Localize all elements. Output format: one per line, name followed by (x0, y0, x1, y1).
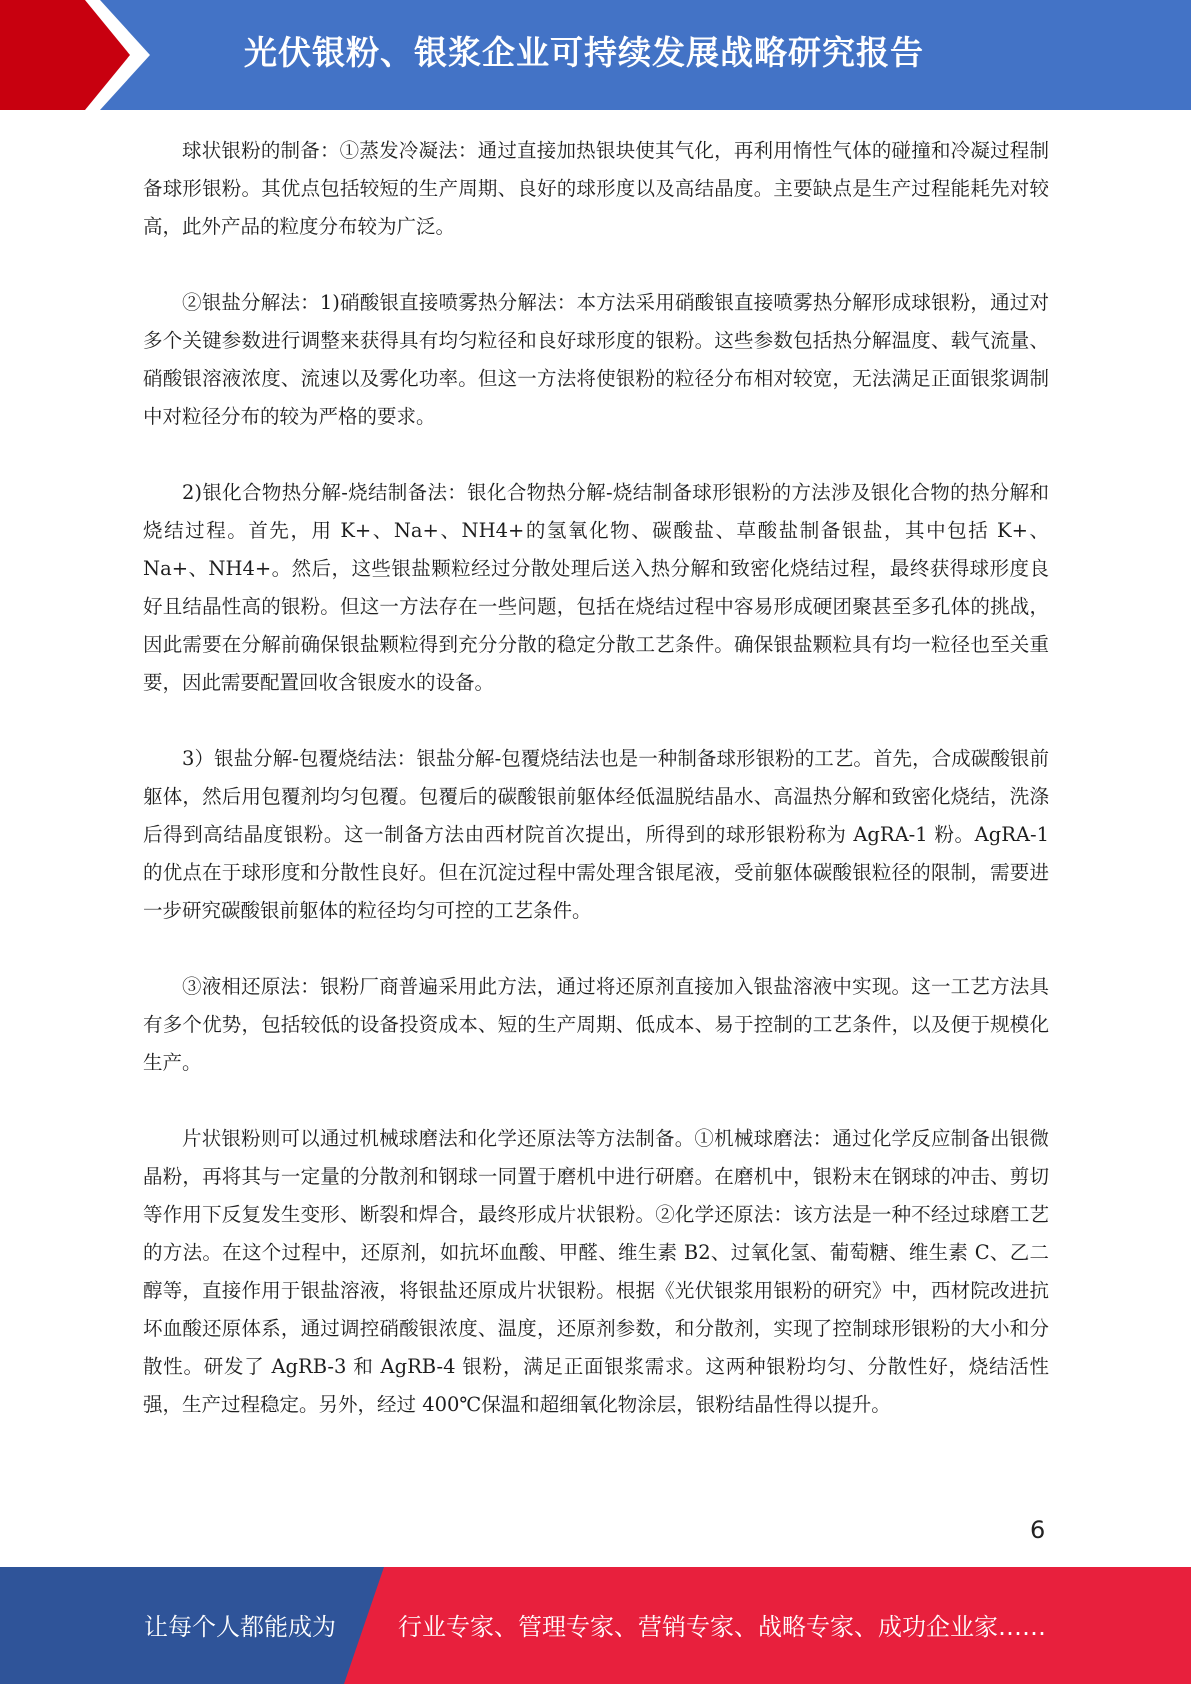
footer-slogan-right: 行业专家、管理专家、营销专家、战略专家、成功企业家…… (398, 1613, 1046, 1641)
report-title: 光伏银粉、银浆企业可持续发展战略研究报告 (244, 33, 924, 72)
page-number: 6 (1030, 1516, 1046, 1544)
paragraph-spherical-silver-evaporation: 球状银粉的制备：①蒸发冷凝法：通过直接加热银块使其气化，再利用惰性气体的碰撞和冷凝过程制备球形银粉。其优点包括较短的生产周期、良好的球形度以及高结晶度。主要缺点是生产过程能耗先对较高，此外产品的粒度分布较为广泛。 (143, 139, 1049, 238)
paragraph-silver-salt-decomposition: ②银盐分解法：1)硝酸银直接喷雾热分解法：本方法采用硝酸银直接喷雾热分解形成球银粉，通过对多个关键参数进行调整来获得具有均匀粒径和良好球形度的银粉。这些参数包括热分解温度、载气流量、硝酸银溶液浓度、流速以及雾化功率。但这一方法将使银粉的粒径分布相对较宽，无法满足正面银浆调制中对粒径分布的较为严格的要求。 (143, 291, 1049, 428)
document-body (143, 132, 1049, 1462)
page-footer (0, 1567, 1191, 1684)
paragraph-flake-silver: 片状银粉则可以通过机械球磨法和化学还原法等方法制备。①机械球磨法：通过化学反应制备出银微晶粉，再将其与一定量的分散剂和钢球一同置于磨机中进行研磨。在磨机中，银粉末在钢球的冲击、剪切等作用下反复发生变形、断裂和焊合，最终形成片状银粉。②化学还原法：该方法是一种不经过球磨工艺的方法。在这个过程中，还原剂，如抗坏血酸、甲醛、维生素 B2、过氧化氢、葡萄糖、维生素 C、乙二醇等，直接作用于银盐溶液，将银盐还原成片状银粉。根据《光伏银浆用银粉的研究》中，西材院改进抗坏血酸还原体系，通过调控硝酸银浓度、温度，还原剂参数，和分散剂，实现了控制球形银粉的大小和分散性。研发了 AgRB-3 和 AgRB-4 银粉，满足正面银浆需求。这两种银粉均匀、分散性好，烧结活性强，生产过程稳定。另外，经过 400℃保温和超细氧化物涂层，银粉结晶性得以提升。 (143, 1127, 1049, 1416)
paragraph-coating-sintering: 3）银盐分解-包覆烧结法：银盐分解-包覆烧结法也是一种制备球形银粉的工艺。首先，合成碳酸银前躯体，然后用包覆剂均匀包覆。包覆后的碳酸银前躯体经低温脱结晶水、高温热分解和致密化烧结，洗涤后得到高结晶度银粉。这一制备方法由西材院首次提出，所得到的球形银粉称为 AgRA-1 粉。AgRA-1 的优点在于球形度和分散性良好。但在沉淀过程中需处理含银尾液，受前躯体碳酸银粒径的限制，需要进一步研究碳酸银前躯体的粒径均匀可控的工艺条件。 (143, 747, 1049, 922)
report-header (0, 0, 1191, 110)
paragraph-thermal-decomposition-sintering: 2)银化合物热分解-烧结制备法：银化合物热分解-烧结制备球形银粉的方法涉及银化合物的热分解和烧结过程。首先，用 K+、Na+、NH4+的氢氧化物、碳酸盐、草酸盐制备银盐，其中包括 K+、Na+、NH4+。然后，这些银盐颗粒经过分散处理后送入热分解和致密化烧结过程，最终获得球形度良好且结晶性高的银粉。但这一方法存在一些问题，包括在烧结过程中容易形成硬团聚甚至多孔体的挑战，因此需要在分解前确保银盐颗粒得到充分分散的稳定分散工艺条件。确保银盐颗粒具有均一粒径也至关重要，因此需要配置回收含银废水的设备。 (143, 481, 1049, 694)
paragraph-liquid-reduction: ③液相还原法：银粉厂商普遍采用此方法，通过将还原剂直接加入银盐溶液中实现。这一工艺方法具有多个优势，包括较低的设备投资成本、短的生产周期、低成本、易于控制的工艺条件，以及便于规模化生产。 (143, 975, 1049, 1074)
footer-slogan-left: 让每个人都能成为 (144, 1613, 336, 1641)
header-arrow-icon (0, 0, 150, 110)
